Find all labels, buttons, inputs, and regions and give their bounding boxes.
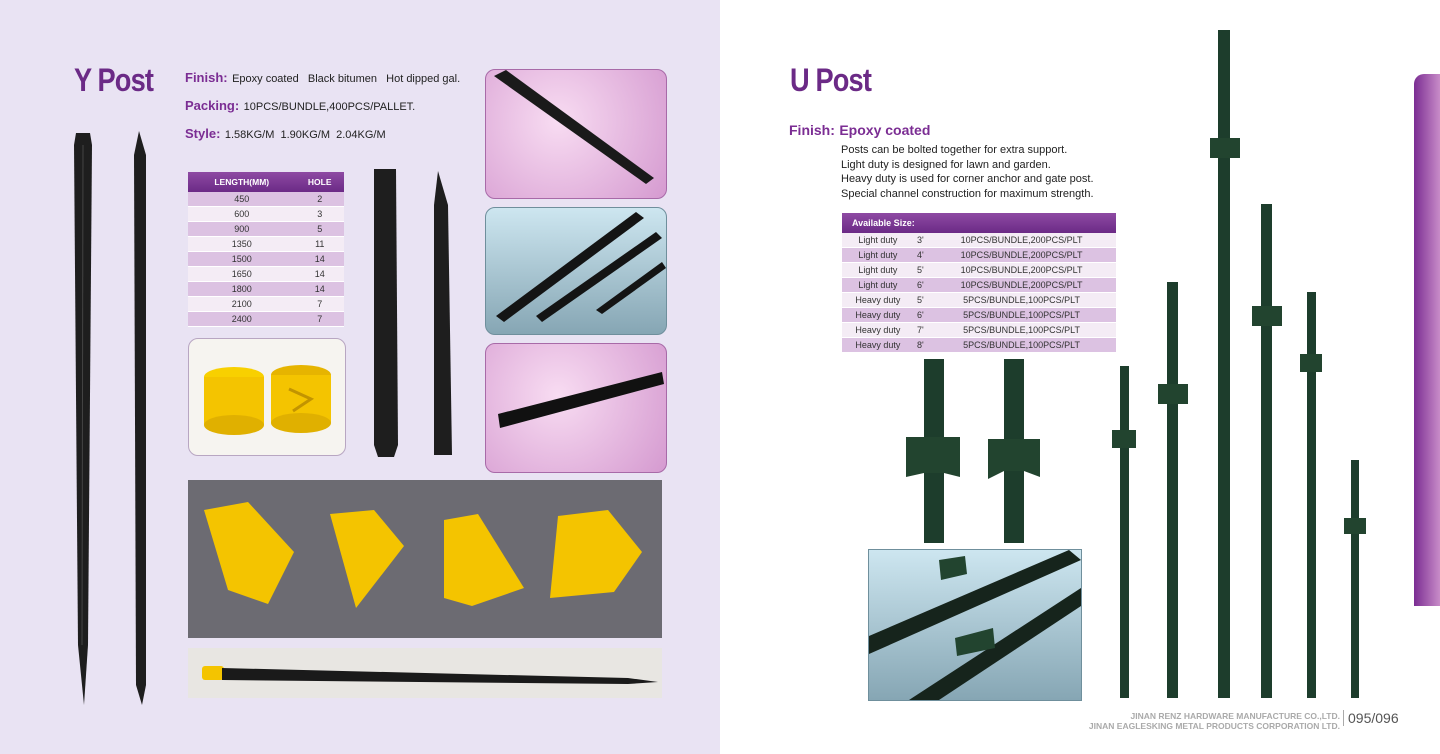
u-table-cell: Heavy duty [842,308,914,323]
y-post-bundle-photo [485,207,667,335]
y-table-cell: 1350 [188,237,295,252]
u-table-cell: 10PCS/BUNDLE,200PCS/PLT [927,278,1116,293]
y-table-row [188,192,344,207]
post-with-cap-icon [188,648,662,698]
u-post-6 [1344,460,1366,698]
y-packing-line [185,97,415,115]
y-table-cell: 600 [188,207,295,222]
y-style-value: 1.58KG/M 1.90KG/M 2.04KG/M [224,129,386,141]
y-table-cell: 3 [295,207,344,222]
y-post-title: Y Post [74,62,154,98]
y-packing-label: Packing: [185,98,240,113]
u-table-row [842,248,1116,263]
y-table-row [188,312,344,327]
footer-company-1: JINAN RENZ HARDWARE MANUFACTURE CO.,LTD. [1130,711,1340,721]
page-number: 095/096 [1343,710,1399,726]
u-table-cell: Heavy duty [842,338,914,353]
y-table-cell: 2400 [188,312,295,327]
u-post-title: U Post [790,62,872,98]
u-table-row [842,293,1116,308]
u-table-cell: 10PCS/BUNDLE,200PCS/PLT [927,233,1116,248]
y-table-cell: 14 [295,282,344,297]
u-post-4 [1252,204,1282,698]
y-post-2 [134,131,146,705]
y-table-cell: 5 [295,222,344,237]
u-table-cell: Light duty [842,248,914,263]
y-table-cell: 11 [295,237,344,252]
u-table-header: Available Size: [842,213,1116,233]
u-table-row [842,308,1116,323]
y-table-cell: 14 [295,267,344,282]
yellow-caps-photo [188,338,346,456]
post-with-cap-photo [188,648,662,698]
y-table-cell: 2 [295,192,344,207]
u-finish-label: Finish: [789,122,835,138]
y-table-cell: 2100 [188,297,295,312]
u-post-3 [1210,30,1240,698]
u-post-5 [1300,292,1322,698]
u-table-row [842,233,1116,248]
y-finish-value: Epoxy coated Black bitumen Hot dipped gal. [232,73,461,85]
u-table-cell: Light duty [842,263,914,278]
u-post-closeup [900,355,1060,545]
safety-caps-icon [188,480,662,638]
u-desc-line: Heavy duty is used for corner anchor and gate post. [841,173,1094,185]
u-table-cell: 3' [914,233,927,248]
u-table-cell: 5' [914,293,927,308]
y-table-row [188,282,344,297]
y-table-cell: 7 [295,312,344,327]
y-table-row [188,297,344,312]
y-style-label: Style: [185,126,221,141]
y-post-tip-photo [485,69,667,199]
u-table-row [842,263,1116,278]
y-table-cell: 900 [188,222,295,237]
u-table-cell: 5' [914,263,927,278]
u-table-cell: Light duty [842,233,914,248]
u-table-cell: 5PCS/BUNDLE,100PCS/PLT [927,323,1116,338]
u-description [841,143,1094,201]
post-tip-icon [486,70,666,198]
u-table-row [842,323,1116,338]
u-table-cell: 4' [914,248,927,263]
u-table-cell: 5PCS/BUNDLE,100PCS/PLT [927,308,1116,323]
u-table-cell: 10PCS/BUNDLE,200PCS/PLT [927,263,1116,278]
y-table-row [188,237,344,252]
u-table-cell: 10PCS/BUNDLE,200PCS/PLT [927,248,1116,263]
u-post-bundle-icon [869,550,1081,700]
u-post-lineup [1100,28,1370,704]
y-table-cell: 1500 [188,252,295,267]
y-post-1 [74,133,92,705]
u-table-cell: 6' [914,278,927,293]
y-table-cell: 14 [295,252,344,267]
u-table-cell: 5PCS/BUNDLE,100PCS/PLT [927,293,1116,308]
post-bundle-icon [486,208,666,334]
u-desc-line: Special channel construction for maximum strength. [841,187,1094,200]
footer-company-2: JINAN EAGLESKING METAL PRODUCTS CORPORATION LTD. [1088,721,1340,731]
y-table-header-length: LENGTH(MM) [188,172,295,192]
u-desc-line: Posts can be bolted together for extra support. [841,144,1068,156]
u-finish-value: Epoxy coated [839,122,931,138]
u-table-row [842,338,1116,353]
y-table-cell: 7 [295,297,344,312]
y-table-row [188,252,344,267]
safety-caps-photo [188,480,662,638]
u-post-table [842,213,1116,353]
yellow-caps-icon [189,339,345,455]
u-desc-line: Light duty is designed for lawn and garden. [841,158,1051,171]
y-post-illustration-tall [60,125,170,715]
y-finish-label: Finish: [185,70,228,85]
y-table-header-hole: HOLE [295,172,344,192]
u-table-cell: Heavy duty [842,323,914,338]
y-packing-value: 10PCS/BUNDLE,400PCS/PALLET. [243,101,416,113]
u-table-row [842,278,1116,293]
y-post-section-photo [485,343,667,473]
u-table-cell: Heavy duty [842,293,914,308]
y-table-cell: 1800 [188,282,295,297]
u-table-cell: 6' [914,308,927,323]
u-table-cell: Light duty [842,278,914,293]
u-table-cell: 8' [914,338,927,353]
y-table-cell: 1650 [188,267,295,282]
side-tab [1414,74,1440,606]
y-post-illustration-mid [368,165,468,465]
y-finish-line [185,69,460,87]
u-post-2 [1158,282,1188,698]
y-table-row [188,222,344,237]
y-table-row [188,267,344,282]
u-post-bundle-photo [868,549,1082,701]
u-table-cell: 7' [914,323,927,338]
u-table-cell: 5PCS/BUNDLE,100PCS/PLT [927,338,1116,353]
u-post-1 [1112,366,1136,698]
u-finish-line [789,122,930,140]
y-table-row [188,207,344,222]
y-post-table [188,172,344,327]
y-style-line [185,125,386,143]
y-table-cell: 450 [188,192,295,207]
post-section-icon [486,344,666,472]
